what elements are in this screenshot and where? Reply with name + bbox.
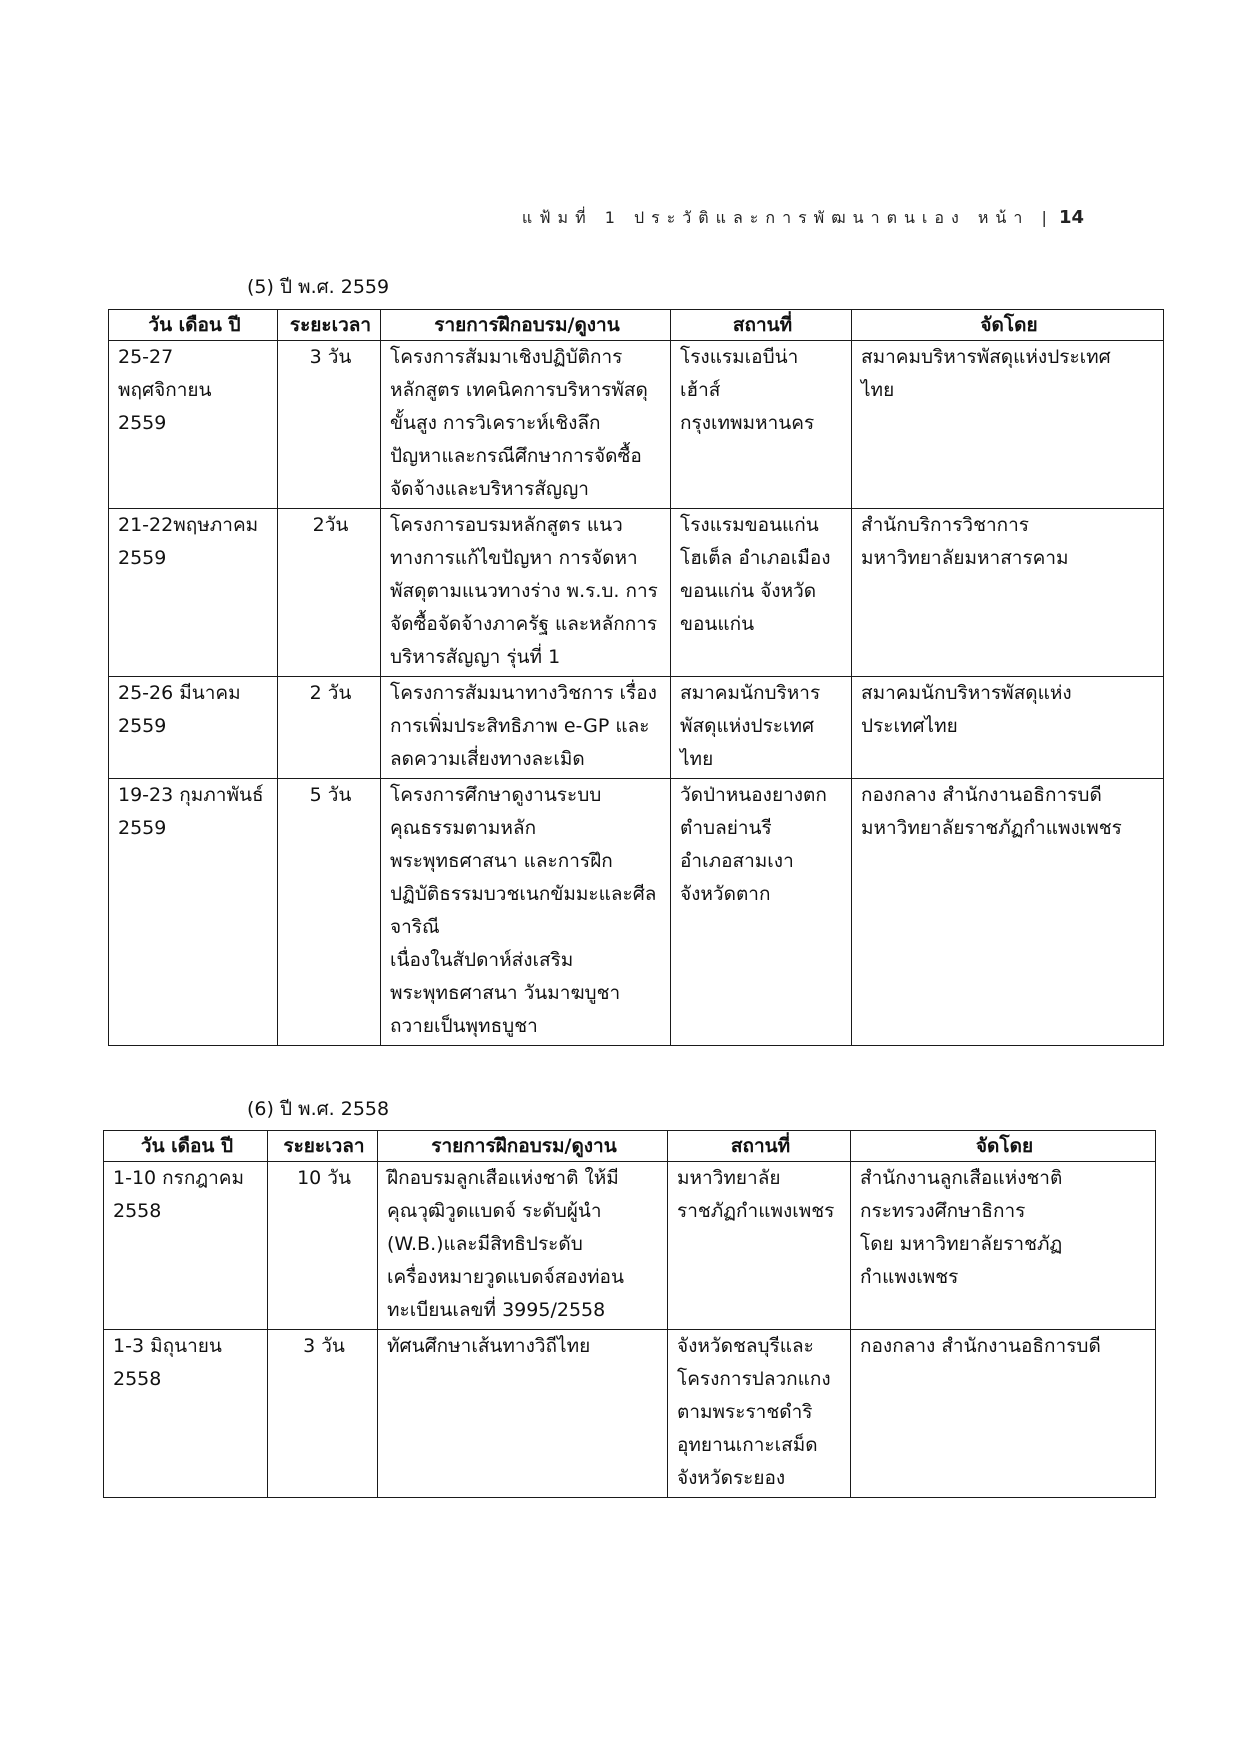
- cell-program-line: พระพุทธศาสนา วันมาฆบูชา: [390, 982, 621, 1004]
- col-header-date: วัน เดือน ปี: [104, 1131, 268, 1162]
- cell-date-line: 2558: [113, 1200, 162, 1222]
- col-header-date: วัน เดือน ปี: [109, 310, 278, 341]
- training-table-2559: [108, 309, 1164, 1046]
- cell-place: [671, 341, 852, 509]
- cell-organizer-line: กระทรวงศึกษาธิการ: [860, 1200, 1026, 1222]
- col-header-duration: ระยะเวลา: [278, 310, 381, 341]
- cell-place-line: ขอนแก่น: [680, 613, 755, 635]
- cell-program-line: ปัญหาและกรณีศึกษาการจัดซื้อ: [390, 445, 642, 467]
- cell-program-line: โครงการสัมมนาทางวิชการ เรื่อง: [390, 682, 657, 704]
- training-table-2558: [103, 1130, 1156, 1498]
- cell-duration: 3 วัน: [278, 341, 381, 509]
- cell-place-line: จังหวัดชลบุรีและ: [677, 1335, 814, 1357]
- col-header-organizer: จัดโดย: [852, 310, 1164, 341]
- cell-program-line: พระพุทธศาสนา และการฝึก: [390, 850, 613, 872]
- cell-program: [378, 1330, 668, 1498]
- cell-place-line: โรงแรมขอนแก่น: [680, 514, 819, 536]
- cell-program-line: บริหารสัญญา รุ่นที่ 1: [390, 646, 561, 668]
- cell-program-line: ปฏิบัติธรรมบวชเนกขัมมะและศีล: [390, 883, 657, 905]
- cell-organizer-line: สำนักบริการวิชาการ: [861, 514, 1030, 536]
- cell-program-line: พัสดุตามแนวทางร่าง พ.ร.บ. การ: [390, 580, 658, 602]
- cell-date: [109, 779, 278, 1046]
- cell-date: [104, 1330, 268, 1498]
- cell-program-line: จาริณี: [390, 916, 440, 938]
- cell-program-line: โครงการศึกษาดูงานระบบ: [390, 784, 602, 806]
- cell-place-line: อำเภอสามเงา: [680, 850, 794, 872]
- cell-program-line: (W.B.)และมีสิทธิประดับ: [387, 1233, 583, 1255]
- cell-program-line: ทัศนศึกษาเส้นทางวิถีไทย: [387, 1335, 591, 1357]
- table-row: [109, 779, 1164, 1046]
- cell-program: [381, 779, 671, 1046]
- cell-organizer-line: สมาคมนักบริหารพัสดุแห่ง: [861, 682, 1072, 704]
- cell-place: [668, 1162, 851, 1330]
- col-header-place: สถานที่: [671, 310, 852, 341]
- cell-date-line: 25-27: [118, 346, 174, 368]
- cell-program-line: หลักสูตร เทคนิคการบริหารพัสดุ: [390, 379, 648, 401]
- table-row: [104, 1162, 1156, 1330]
- cell-organizer: [852, 677, 1164, 779]
- cell-organizer-line: กองกลาง สำนักงานอธิการบดี: [861, 784, 1102, 806]
- cell-program-line: การเพิ่มประสิทธิภาพ e-GP และ: [390, 715, 650, 737]
- cell-organizer-line: โดย มหาวิทยาลัยราชภัฏ: [860, 1233, 1063, 1255]
- header-separator: |: [1041, 208, 1047, 227]
- cell-duration: 5 วัน: [278, 779, 381, 1046]
- cell-place-line: วัดป่าหนองยางตก: [680, 784, 827, 806]
- cell-date-line: 25-26 มีนาคม: [118, 682, 241, 704]
- cell-place-line: ตำบลย่านรี: [680, 817, 772, 839]
- col-header-program: รายการฝึกอบรม/ดูงาน: [381, 310, 671, 341]
- cell-place-line: สมาคมนักบริหาร: [680, 682, 821, 704]
- cell-place-line: โฮเต็ล อำเภอเมือง: [680, 547, 831, 569]
- cell-date: [104, 1162, 268, 1330]
- table-2-caption: (6) ปี พ.ศ. 2558: [247, 1098, 390, 1120]
- cell-date-line: 2559: [118, 817, 167, 839]
- cell-date-line: 2558: [113, 1368, 162, 1390]
- cell-program-line: โครงการสัมมาเชิงปฏิบัติการ: [390, 346, 623, 368]
- cell-organizer: [851, 1330, 1156, 1498]
- cell-duration: 2วัน: [278, 509, 381, 677]
- cell-date-line: 2559: [118, 715, 167, 737]
- cell-organizer-line: สำนักงานลูกเสือแห่งชาติ: [860, 1167, 1063, 1189]
- cell-organizer-line: มหาวิทยาลัยมหาสารคาม: [861, 547, 1069, 569]
- table-header-row: [104, 1131, 1156, 1162]
- cell-place-line: ขอนแก่น จังหวัด: [680, 580, 817, 602]
- cell-program: [381, 509, 671, 677]
- cell-duration: 10 วัน: [268, 1162, 378, 1330]
- table-row: [109, 341, 1164, 509]
- table-header-row: [109, 310, 1164, 341]
- cell-place-line: พัสดุแห่งประเทศ: [680, 715, 815, 737]
- cell-organizer-line: สมาคมบริหารพัสดุแห่งประเทศ: [861, 346, 1111, 368]
- cell-program-line: ทางการแก้ไขปัญหา การจัดหา: [390, 547, 638, 569]
- page-header: [0, 206, 1084, 231]
- cell-place-line: ราชภัฏกำแพงเพชร: [677, 1200, 835, 1222]
- cell-duration: 3 วัน: [268, 1330, 378, 1498]
- cell-place-line: จังหวัดตาก: [680, 883, 771, 905]
- page-number: 14: [1058, 207, 1084, 228]
- cell-organizer-line: กองกลาง สำนักงานอธิการบดี: [860, 1335, 1101, 1357]
- cell-place: [671, 509, 852, 677]
- cell-date-line: 21-22พฤษภาคม: [118, 514, 259, 536]
- col-header-program: รายการฝึกอบรม/ดูงาน: [378, 1131, 668, 1162]
- col-header-duration: ระยะเวลา: [268, 1131, 378, 1162]
- cell-organizer-line: กำแพงเพชร: [860, 1266, 959, 1288]
- cell-program-line: ถวายเป็นพุทธบูชา: [390, 1015, 538, 1037]
- cell-date-line: 19-23 กุมภาพันธ์: [118, 784, 264, 806]
- cell-duration: 2 วัน: [278, 677, 381, 779]
- cell-place: [671, 677, 852, 779]
- cell-place-line: กรุงเทพมหานคร: [680, 412, 815, 434]
- cell-organizer: [852, 509, 1164, 677]
- cell-program-line: จัดจ้างและบริหารสัญญา: [390, 478, 589, 500]
- cell-date-line: 1-10 กรกฎาคม: [113, 1167, 245, 1189]
- cell-place-line: ไทย: [680, 748, 714, 770]
- cell-organizer-line: มหาวิทยาลัยราชภัฏกำแพงเพชร: [861, 817, 1122, 839]
- cell-organizer-line: ไทย: [861, 379, 895, 401]
- cell-program-line: คุณวุฒิวูดแบดจ์ ระดับผู้นำ: [387, 1200, 602, 1222]
- header-title: แฟ้มที่ 1 ประวัติและการพัฒนาตนเอง หน้า: [521, 208, 1030, 227]
- cell-date: [109, 341, 278, 509]
- cell-place: [671, 779, 852, 1046]
- table-row: [104, 1330, 1156, 1498]
- table-row: [109, 509, 1164, 677]
- cell-program-line: เครื่องหมายวูดแบดจ์สองท่อน: [387, 1266, 624, 1288]
- cell-place-line: จังหวัดระยอง: [677, 1467, 786, 1489]
- cell-organizer: [851, 1162, 1156, 1330]
- cell-place-line: โครงการปลวกแกง: [677, 1368, 831, 1390]
- cell-date-line: พฤศจิกายน: [118, 379, 212, 401]
- cell-place-line: เฮ้าส์: [680, 379, 721, 401]
- col-header-place: สถานที่: [668, 1131, 851, 1162]
- cell-program-line: เนื่องในสัปดาห์ส่งเสริม: [390, 949, 574, 971]
- cell-date: [109, 509, 278, 677]
- cell-organizer-line: ประเทศไทย: [861, 715, 958, 737]
- cell-place: [668, 1330, 851, 1498]
- cell-place-line: โรงแรมเอบีน่า: [680, 346, 799, 368]
- cell-program-line: โครงการอบรมหลักสูตร แนว: [390, 514, 623, 536]
- cell-program: [381, 677, 671, 779]
- cell-place-line: อุทยานเกาะเสม็ด: [677, 1434, 818, 1456]
- cell-program: [381, 341, 671, 509]
- cell-place-line: ตามพระราชดำริ: [677, 1401, 813, 1423]
- cell-program-line: ลดความเสี่ยงทางละเมิด: [390, 748, 585, 770]
- cell-program-line: คุณธรรมตามหลัก: [390, 817, 537, 839]
- cell-organizer: [852, 779, 1164, 1046]
- cell-date-line: 1-3 มิถุนายน: [113, 1335, 222, 1357]
- table-1-caption: (5) ปี พ.ศ. 2559: [247, 276, 390, 298]
- cell-date-line: 2559: [118, 412, 167, 434]
- cell-program-line: ขั้นสูง การวิเคราะห์เชิงลึก: [390, 412, 601, 434]
- cell-organizer: [852, 341, 1164, 509]
- cell-program: [378, 1162, 668, 1330]
- cell-program-line: ทะเบียนเลขที่ 3995/2558: [387, 1299, 606, 1321]
- cell-program-line: จัดซื้อจัดจ้างภาครัฐ และหลักการ: [390, 613, 658, 635]
- cell-program-line: ฝึกอบรมลูกเสือแห่งชาติ ให้มี: [387, 1167, 619, 1189]
- cell-place-line: มหาวิทยาลัย: [677, 1167, 781, 1189]
- col-header-organizer: จัดโดย: [851, 1131, 1156, 1162]
- cell-date: [109, 677, 278, 779]
- table-row: [109, 677, 1164, 779]
- cell-date-line: 2559: [118, 547, 167, 569]
